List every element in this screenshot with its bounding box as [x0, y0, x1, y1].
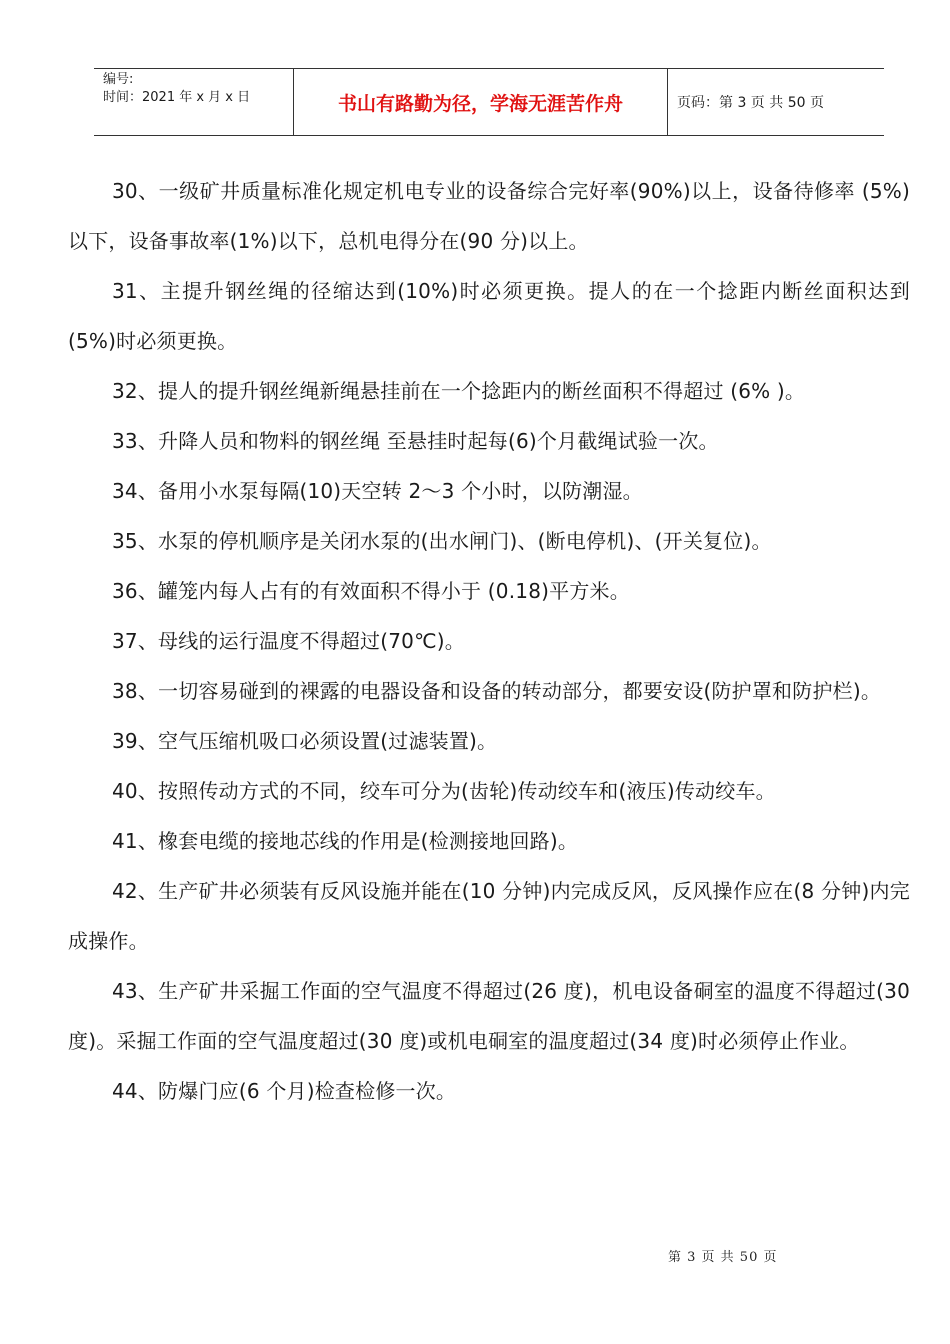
paragraph: 32、提人的提升钢丝绳新绳悬挂前在一个捻距内的断丝面积不得超过 (6% )。 [112, 379, 806, 403]
document-body [68, 166, 910, 1116]
paragraph: 39、空气压缩机吸口必须设置(过滤装置)。 [112, 729, 498, 753]
paragraph: 37、母线的运行温度不得超过(70℃)。 [112, 629, 465, 653]
paragraph: 44、防爆门应(6 个月)检查检修一次。 [112, 1079, 457, 1103]
header-page-info: 页码：第 3 页 共 50 页 [677, 95, 824, 111]
time-label: 时间：2021 年 x 月 x 日 [103, 90, 251, 105]
paragraph: 33、升降人员和物料的钢丝绳 至悬挂时起每(6)个月截绳试验一次。 [112, 429, 719, 453]
paragraph: 36、罐笼内每人占有的有效面积不得小于 (0.18)平方米。 [112, 579, 630, 603]
paragraph: 30、一级矿井质量标准化规定机电专业的设备综合完好率(90%)以上，设备待修率 (5%)以下，设备事故率(1%)以下，总机电得分在(90 分)以上。 [68, 179, 910, 253]
paragraph: 38、一切容易碰到的裸露的电器设备和设备的转动部分，都要安设(防护罩和防护栏)。 [112, 679, 882, 703]
paragraph: 34、备用小水泵每隔(10)天空转 2～3 个小时，以防潮湿。 [112, 479, 643, 503]
page-footer: 第 3 页 共 50 页 [668, 1250, 778, 1265]
paragraph: 43、生产矿井采掘工作面的空气温度不得超过(26 度)，机电设备硐室的温度不得超过(30 度)。采掘工作面的空气温度超过(30 度)或机电硐室的温度超过(34 度)时必须停止作业。 [68, 979, 910, 1053]
paragraph: 35、水泵的停机顺序是关闭水泵的(出水闸门)、(断电停机)、(开关复位)。 [112, 529, 772, 553]
document-header [94, 68, 884, 136]
paragraph: 31、主提升钢丝绳的径缩达到(10%)时必须更换。提人的在一个捻距内断丝面积达到(5%)时必须更换。 [68, 279, 910, 353]
paragraph: 42、生产矿井必须装有反风设施并能在(10 分钟)内完成反风，反风操作应在(8 分钟)内完成操作。 [68, 879, 910, 953]
paragraph: 40、按照传动方式的不同，绞车可分为(齿轮)传动绞车和(液压)传动绞车。 [112, 779, 776, 803]
paragraph: 41、橡套电缆的接地芯线的作用是(检测接地回路)。 [112, 829, 579, 853]
code-label: 编号: [103, 72, 134, 87]
header-motto: 书山有路勤为径，学海无涯苦作舟 [294, 69, 668, 135]
header-meta [94, 69, 294, 135]
